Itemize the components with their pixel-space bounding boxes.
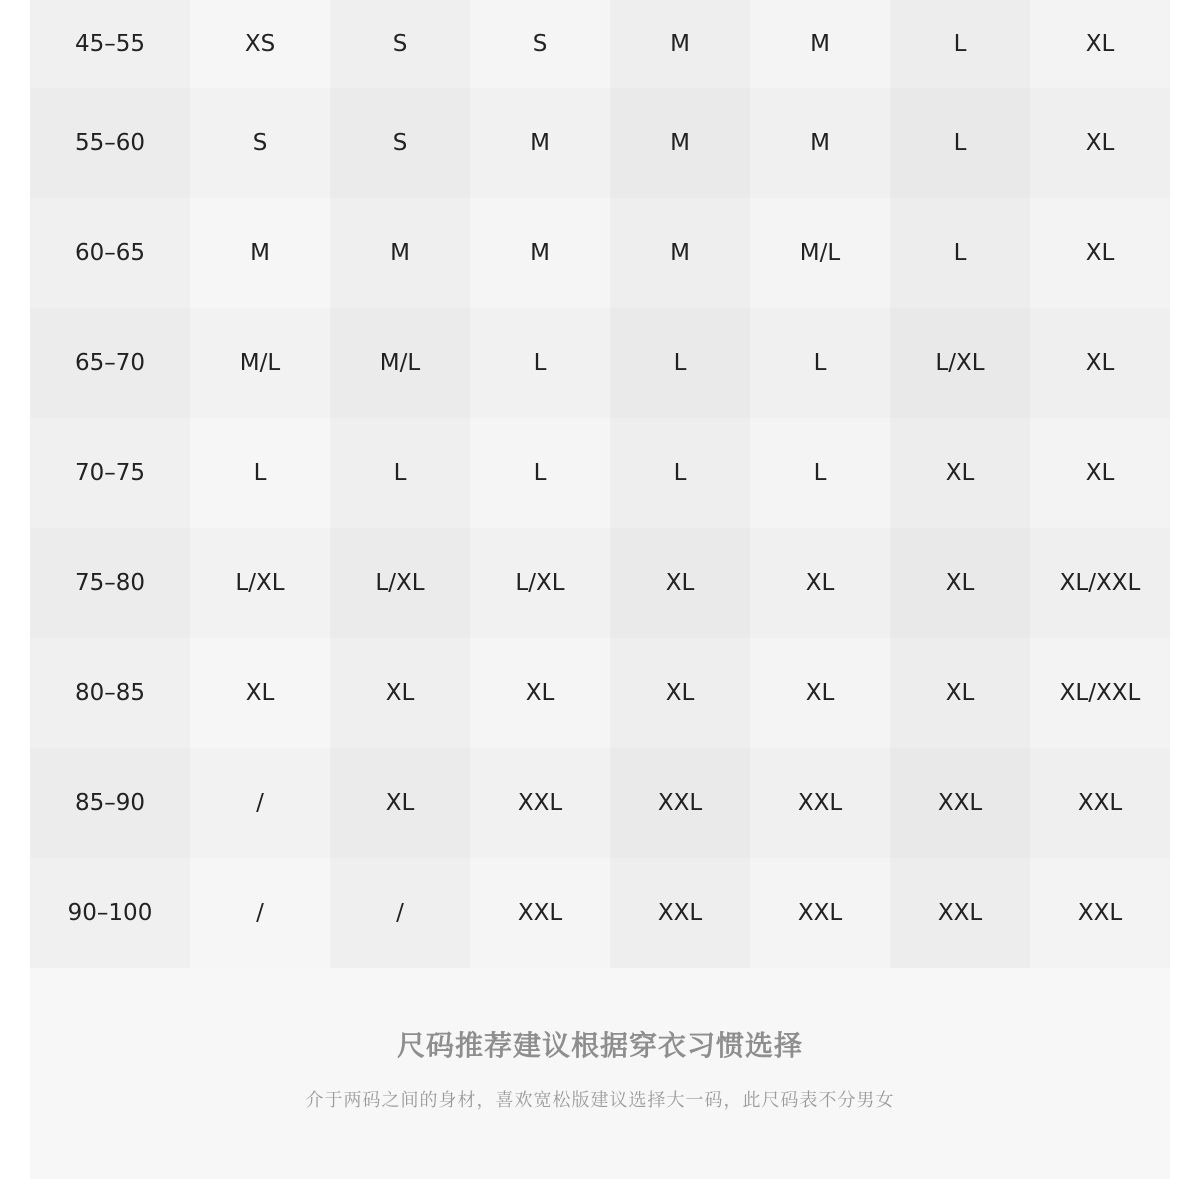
size-cell: M [330,198,470,308]
size-cell: XL [1030,198,1170,308]
size-cell: XL [330,748,470,858]
size-cell: / [190,748,330,858]
size-cell: XL [330,638,470,748]
size-cell: XL [1030,418,1170,528]
table-row [30,748,1170,858]
size-cell: M [610,198,750,308]
size-cell: L [750,308,890,418]
table-row [30,858,1170,968]
size-cell: XXL [610,748,750,858]
table-row [30,418,1170,528]
size-cell: L/XL [330,528,470,638]
weight-cell: 60–65 [30,198,190,308]
size-cell: XXL [890,748,1030,858]
size-cell: XS [190,0,330,88]
size-note [30,968,1170,1179]
size-cell: M [750,88,890,198]
size-cell: M [610,0,750,88]
size-cell: XXL [470,858,610,968]
size-cell: XXL [750,858,890,968]
weight-cell: 65–70 [30,308,190,418]
size-cell: XL [890,528,1030,638]
size-cell: M [750,0,890,88]
size-cell: XL [610,638,750,748]
size-cell: L/XL [470,528,610,638]
size-cell: XXL [1030,748,1170,858]
size-cell: XXL [610,858,750,968]
table-row [30,638,1170,748]
weight-cell: 55–60 [30,88,190,198]
size-table-body [30,0,1170,968]
size-cell: XL [750,638,890,748]
size-cell: S [470,0,610,88]
size-cell: M/L [330,308,470,418]
size-cell: M/L [190,308,330,418]
size-cell: XXL [750,748,890,858]
weight-cell: 45–55 [30,0,190,88]
size-cell: XL [470,638,610,748]
size-cell: S [330,88,470,198]
table-row [30,528,1170,638]
size-cell: XL [1030,88,1170,198]
size-cell: XL [750,528,890,638]
weight-cell: 85–90 [30,748,190,858]
size-cell: XL [610,528,750,638]
weight-cell: 90–100 [30,858,190,968]
weight-cell: 80–85 [30,638,190,748]
size-cell: L [330,418,470,528]
size-cell: S [190,88,330,198]
table-row [30,0,1170,88]
size-cell: L [890,88,1030,198]
size-cell: XL [1030,308,1170,418]
note-title: 尺码推荐建议根据穿衣习惯选择 [396,1029,803,1062]
size-cell: L [190,418,330,528]
size-cell: XXL [890,858,1030,968]
size-cell: S [330,0,470,88]
size-cell: / [330,858,470,968]
size-cell: / [190,858,330,968]
table-row [30,308,1170,418]
size-cell: XL/XXL [1030,638,1170,748]
size-cell: L [890,198,1030,308]
size-cell: XL [890,418,1030,528]
size-cell: XL [190,638,330,748]
size-cell: L/XL [190,528,330,638]
size-cell: M [470,198,610,308]
size-cell: M [610,88,750,198]
weight-cell: 70–75 [30,418,190,528]
table-row [30,88,1170,198]
size-cell: L [470,308,610,418]
size-cell: XL [890,638,1030,748]
size-chart-sheet [30,0,1170,1179]
size-cell: M [470,88,610,198]
size-cell: M/L [750,198,890,308]
size-cell: L [610,308,750,418]
size-cell: L [890,0,1030,88]
size-cell: L [470,418,610,528]
size-table [30,0,1170,968]
size-cell: XXL [470,748,610,858]
weight-cell: 75–80 [30,528,190,638]
size-cell: L [750,418,890,528]
table-row [30,198,1170,308]
size-cell: XL/XXL [1030,528,1170,638]
size-cell: L [610,418,750,528]
size-cell: L/XL [890,308,1030,418]
size-cell: XXL [1030,858,1170,968]
size-cell: M [190,198,330,308]
note-subtitle: 介于两码之间的身材，喜欢宽松版建议选择大一码，此尺码表不分男女 [305,1090,895,1111]
size-cell: XL [1030,0,1170,88]
